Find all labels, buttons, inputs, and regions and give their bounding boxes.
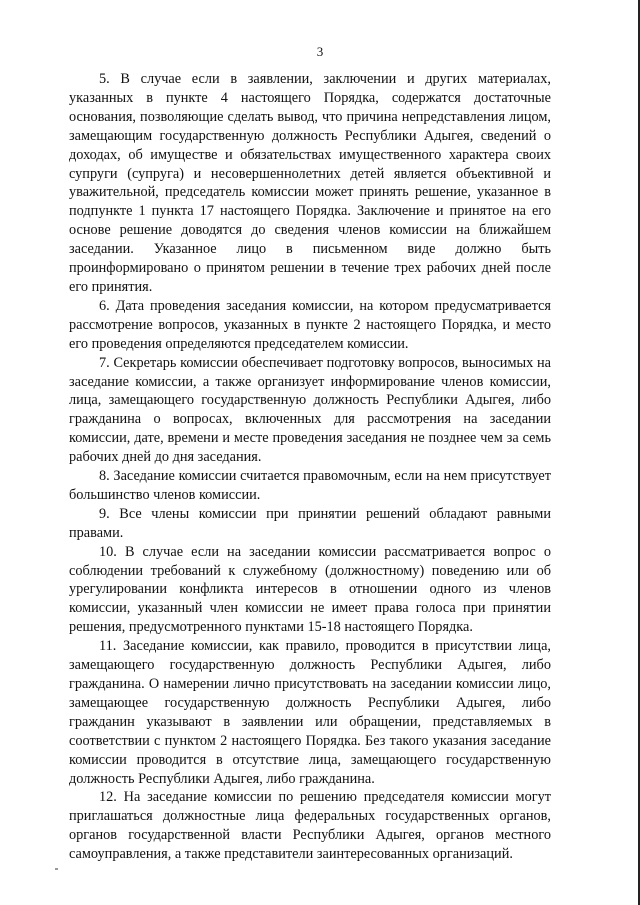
paragraph-5: 5. В случае если в заявлении, заключении и других материалах, указанных в пункте 4 настоящего Порядка, содержатся достаточные основания, позволяющие сделать вывод, что причина непредставления лицом, замещающим государственную должность Республики Адыгея, сведений о доходах, об имуществе и обязательствах имущественного характера своих супруги (супруга) и несовершеннолетних детей является объективной и уважительной, председатель комиссии может принять решение, указанное в подпункте 1 пункта 17 настоящего Порядка. Заключение и принятое на его основе решение доводятся до сведения членов комиссии на ближайшем заседании. Указанное лицо в письменном виде должно быть проинформировано о принятом решении в течение трех рабочих дней после его принятия. xyxy=(69,71,551,295)
scan-speck xyxy=(55,868,58,870)
paragraph-10: 10. В случае если на заседании комиссии рассматривается вопрос о соблюдении требований к служебному (должностному) поведению или об урегулировании конфликта интересов в отношении одного из членов комиссии, указанный член комиссии не имеет права голоса при принятии решения, предусмотренного пунктами 15-18 настоящего Порядка. xyxy=(69,543,551,636)
page-number: 3 xyxy=(316,44,324,59)
paragraph-6: 6. Дата проведения заседания комиссии, на котором предусматривается рассмотрение вопросов, указанных в пункте 2 настоящего Порядка, и место его проведения определяются председателем комиссии. xyxy=(69,297,551,352)
paragraph-12: 12. На заседание комиссии по решению председателя комиссии могут приглашаться должностные лица федеральных государственных органов, органов государственной власти Республики Адыгея, органов местного самоуправления, а также представители заинтересованных организаций. xyxy=(69,789,551,863)
document-body xyxy=(69,70,551,864)
paragraph-7: 7. Секретарь комиссии обеспечивает подготовку вопросов, выносимых на заседание комиссии, а также организует информирование членов комиссии, лица, замещающего государственную должность Республики Адыгея, либо гражданина о вопросах, включенных для рассмотрения на заседании комиссии, дате, времени и месте проведения заседания не позднее чем за семь рабочих дней до дня заседания. xyxy=(69,354,551,466)
paragraph-8: 8. Заседание комиссии считается правомочным, если на нем присутствует большинство членов комиссии. xyxy=(69,468,551,503)
paragraph-9: 9. Все члены комиссии при принятии решений обладают равными правами. xyxy=(69,505,551,541)
paragraph-11: 11. Заседание комиссии, как правило, проводится в присутствии лица, замещающего государственную должность Республики Адыгея, либо гражданина. О намерении лично присутствовать на заседании комиссии лицо, замещающее государственную должность Республики Адыгея, либо гражданин указывают в заявлении или обращении, представляемых в соответствии с пунктом 2 настоящего Порядка. Без такого указания заседание комиссии проводится в отсутствие лица, замещающего государственную должность Республики Адыгея, либо гражданина. xyxy=(69,638,551,787)
